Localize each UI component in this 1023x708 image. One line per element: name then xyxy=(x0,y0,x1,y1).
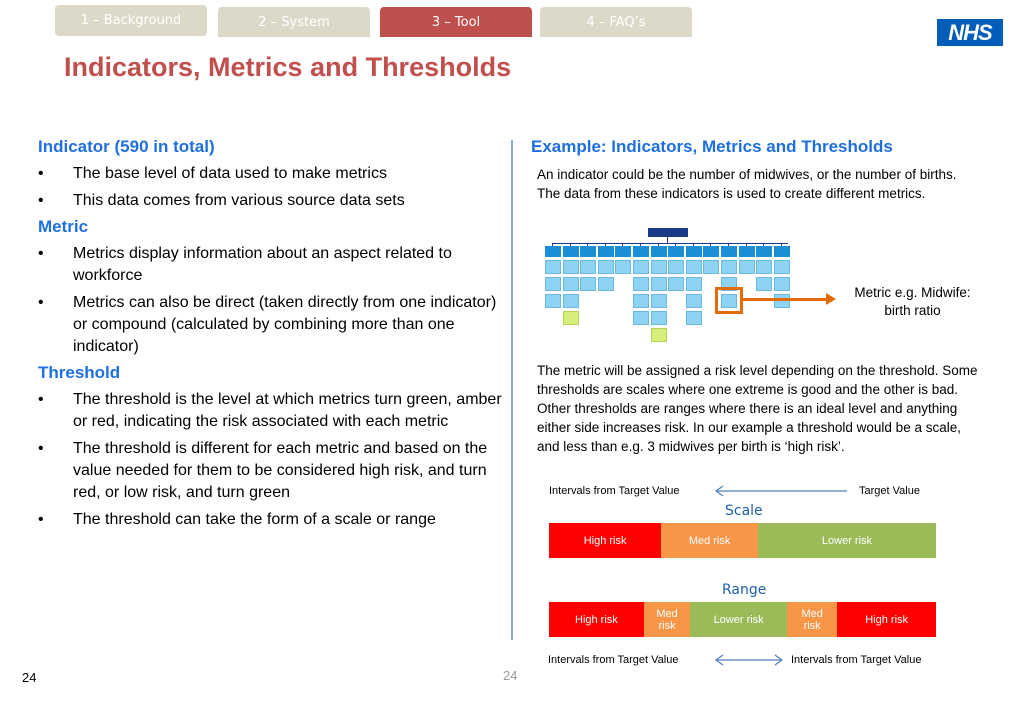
bullet-item: • Metrics can also be direct (taken directly from one indicator) or compound (calculated by combining more than one indicator) xyxy=(38,292,508,358)
tree-category-node xyxy=(545,246,561,257)
range-risk-segment: Med risk xyxy=(787,602,837,637)
tree-metric-node xyxy=(545,294,561,308)
tree-column xyxy=(651,243,667,342)
scale-title: Scale xyxy=(725,503,763,519)
tree-column xyxy=(563,243,579,325)
threshold-bullets xyxy=(38,389,508,531)
tree-metric-node xyxy=(545,260,561,274)
tree-metric-node xyxy=(598,260,614,274)
bullet-item: • The threshold is the level at which metrics turn green, amber or red, indicating the risk associated with each metric xyxy=(38,389,508,433)
tree-column xyxy=(615,243,631,274)
bullet-item: • This data comes from various source data sets xyxy=(38,190,508,212)
left-arrow-icon xyxy=(714,485,849,497)
tree-category-node xyxy=(739,246,755,257)
tree-category-node xyxy=(686,246,702,257)
tree-column xyxy=(598,243,614,291)
tree-metric-node xyxy=(615,260,631,274)
scale-left-label: Intervals from Target Value xyxy=(549,485,680,497)
callout-arrow-line xyxy=(743,298,833,301)
metric-highlight-box xyxy=(715,287,743,314)
tree-category-node xyxy=(580,246,596,257)
range-risk-segment: Med risk xyxy=(644,602,690,637)
tree-metric-node xyxy=(545,277,561,291)
range-risk-segment: High risk xyxy=(549,602,644,637)
workforce-tree-diagram xyxy=(545,228,795,343)
tree-metric-node xyxy=(633,311,649,325)
indicator-bullets xyxy=(38,163,508,212)
tree-column xyxy=(756,243,772,291)
tree-column xyxy=(703,243,719,274)
range-band xyxy=(549,602,936,637)
tree-metric-node xyxy=(721,260,737,274)
tree-column xyxy=(545,243,561,308)
scale-right-label: Target Value xyxy=(859,485,920,497)
page-number: 24 xyxy=(22,670,37,685)
tree-metric-node xyxy=(563,260,579,274)
tree-metric-node xyxy=(563,277,579,291)
tab-background[interactable]: 1 – Background xyxy=(55,5,207,36)
tree-category-node xyxy=(651,246,667,257)
tree-category-node xyxy=(756,246,772,257)
tree-metric-node xyxy=(633,260,649,274)
tree-category-node xyxy=(633,246,649,257)
tree-metric-node xyxy=(651,277,667,291)
tree-category-node xyxy=(721,246,737,257)
example-heading: Example: Indicators, Metrics and Thresholds xyxy=(531,137,893,156)
tree-compound-node xyxy=(651,328,667,342)
example-intro: An indicator could be the number of midwives, or the number of births. The data from these indicators is used to create different metrics. xyxy=(537,167,957,201)
tree-column xyxy=(633,243,649,325)
scale-band xyxy=(549,523,936,558)
tree-metric-node xyxy=(686,277,702,291)
range-right-label: Intervals from Target Value xyxy=(791,654,922,666)
callout-arrow-head-icon xyxy=(826,293,836,305)
bullet-item: • The threshold can take the form of a scale or range xyxy=(38,509,508,531)
metric-heading: Metric xyxy=(38,217,89,236)
metric-bullets xyxy=(38,243,508,358)
tree-column xyxy=(686,243,702,325)
tab-faqs[interactable]: 4 – FAQ’s xyxy=(540,7,692,37)
tree-column xyxy=(668,243,684,291)
tree-category-node xyxy=(563,246,579,257)
scale-risk-segment: Med risk xyxy=(661,523,758,558)
tree-category-node xyxy=(615,246,631,257)
tree-category-node xyxy=(668,246,684,257)
tree-category-node xyxy=(703,246,719,257)
tree-metric-node xyxy=(686,260,702,274)
column-divider xyxy=(511,140,513,640)
nhs-logo: NHS xyxy=(937,19,1003,46)
tab-system[interactable]: 2 – System xyxy=(218,7,370,37)
tree-metric-node xyxy=(774,277,790,291)
tree-metric-node xyxy=(774,260,790,274)
range-risk-segment: Lower risk xyxy=(690,602,787,637)
tree-metric-node xyxy=(739,260,755,274)
example-panel xyxy=(531,137,981,203)
tree-metric-node xyxy=(668,260,684,274)
tree-metric-node xyxy=(633,277,649,291)
range-risk-segment: High risk xyxy=(837,602,936,637)
tree-compound-node xyxy=(563,311,579,325)
page-title: Indicators, Metrics and Thresholds xyxy=(64,52,512,82)
tree-metric-node xyxy=(756,277,772,291)
tree-column xyxy=(580,243,596,291)
range-title: Range xyxy=(722,582,767,598)
tree-column xyxy=(739,243,755,274)
slide-number: 24 xyxy=(503,668,518,683)
tree-metric-node xyxy=(756,260,772,274)
scale-risk-segment: High risk xyxy=(549,523,661,558)
tree-metric-node xyxy=(686,311,702,325)
tree-root-node xyxy=(648,228,688,237)
tree-metric-node xyxy=(668,277,684,291)
tree-metric-node xyxy=(651,311,667,325)
indicator-heading: Indicator (590 in total) xyxy=(38,137,215,156)
tab-tool[interactable]: 3 – Tool xyxy=(380,7,532,37)
range-left-label: Intervals from Target Value xyxy=(548,654,679,666)
bullet-item: • Metrics display information about an aspect related to workforce xyxy=(38,243,508,287)
tree-metric-node xyxy=(580,277,596,291)
tree-category-node xyxy=(598,246,614,257)
tree-metric-node xyxy=(651,260,667,274)
tree-metric-node xyxy=(774,294,790,308)
tree-metric-node xyxy=(563,294,579,308)
tree-metric-node xyxy=(651,294,667,308)
tree-category-node xyxy=(774,246,790,257)
metric-callout-label: Metric e.g. Midwife: birth ratio xyxy=(854,285,971,318)
definitions-panel xyxy=(38,137,508,536)
tree-metric-node xyxy=(580,260,596,274)
scale-risk-segment: Lower risk xyxy=(758,523,936,558)
tree-metric-node xyxy=(686,294,702,308)
tree-metric-node xyxy=(633,294,649,308)
double-arrow-icon xyxy=(714,654,784,666)
bullet-item: • The threshold is different for each metric and based on the value needed for them to be considered high risk, and turn red, or low risk, and turn green xyxy=(38,438,508,504)
tree-metric-node xyxy=(703,260,719,274)
tree-metric-node xyxy=(598,277,614,291)
metric-risk-paragraph: The metric will be assigned a risk level depending on the threshold. Some thresholds are scales where one extreme is good and the other is bad. Other thresholds are ranges where there is an ideal level and anything either side increases risk. In our example a threshold would be a scale, and less than e.g. 3 midwives per birth is ‘high risk’. xyxy=(537,363,978,454)
threshold-heading: Threshold xyxy=(38,363,121,382)
bullet-item: • The base level of data used to make metrics xyxy=(38,163,508,185)
